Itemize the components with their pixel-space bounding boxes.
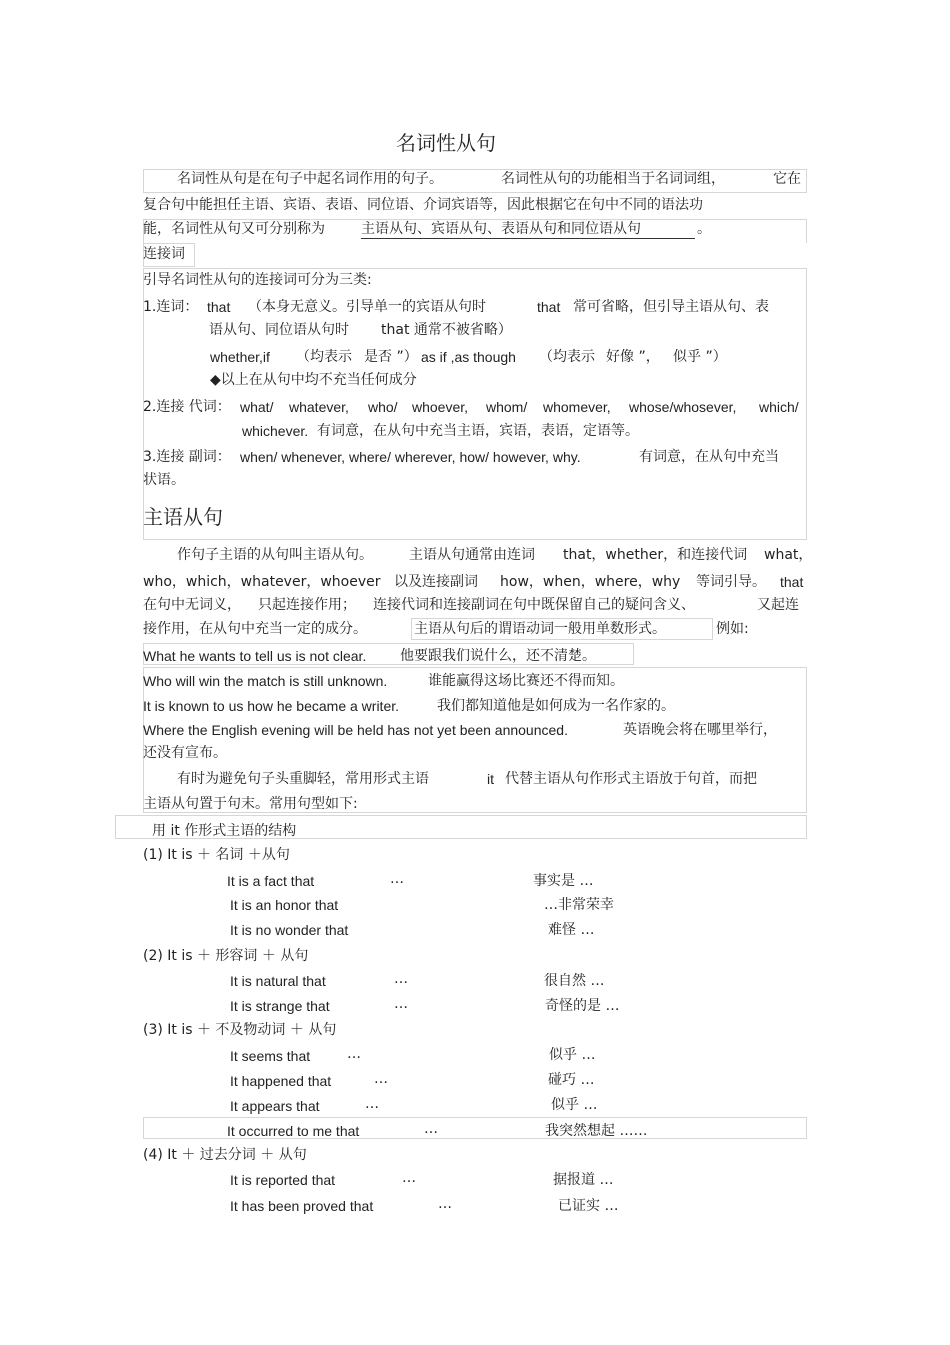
conj-that: that xyxy=(207,299,231,315)
row-zh: 很自然 … xyxy=(544,973,605,989)
p1-l3c: 连接代词和连接副词在句中既保留自己的疑问含义、 xyxy=(373,597,695,613)
row-dots: … xyxy=(347,1046,361,1062)
example-2-en: Who will win the match is still unknown. xyxy=(143,673,388,689)
example-1-en: What he wants to tell us is not clear. xyxy=(143,648,367,664)
row-dots: … xyxy=(438,1196,452,1212)
pron-word: whoever, xyxy=(412,399,469,415)
conj-asif-desc: （均表示 xyxy=(539,349,595,365)
group-2-label: (2) It is ＋ 形容词 ＋ 从句 xyxy=(143,948,309,964)
p1-l4b: 主语从句后的谓语动词一般用单数形式。 xyxy=(414,621,666,637)
p1-l2a: who，which，whatever，whoever xyxy=(143,574,381,590)
row-dots: … xyxy=(365,1096,379,1112)
row-dots: … xyxy=(390,871,404,887)
p2-l1c: 代替主语从句作形式主语放于句首，而把 xyxy=(505,771,757,787)
row-zh: 似乎 … xyxy=(551,1097,598,1113)
row-en: It has been proved that xyxy=(230,1198,374,1214)
p1-l3a: 在句中无词义， xyxy=(143,597,241,613)
row-en: It is reported that xyxy=(230,1172,336,1188)
p1-l2b: 以及连接副词 xyxy=(394,574,478,590)
pron-word: what/ xyxy=(240,399,274,415)
pron-word: whatever, xyxy=(289,399,349,415)
row-dots: … xyxy=(394,996,408,1012)
row-en: It appears that xyxy=(230,1098,320,1114)
pron-word: whomever, xyxy=(543,399,611,415)
example-4-en: Where the English evening will be held has not yet been announced. xyxy=(143,722,568,738)
pron-word: whom/ xyxy=(486,399,528,415)
row-en: It is natural that xyxy=(230,973,326,989)
group-4-label: (4) It ＋ 过去分词 ＋ 从句 xyxy=(143,1147,307,1163)
structures-heading: 用 it 作形式主语的结构 xyxy=(152,823,297,839)
row-zh: 据报道 … xyxy=(553,1172,614,1188)
clause-types: 主语从句、宾语从句、表语从句和同位语从句 xyxy=(361,220,695,239)
pron-label: 2.连接 代词： xyxy=(143,399,231,415)
p2-l2: 主语从句置于句末。常用句型如下: xyxy=(143,796,358,812)
p2-l1b: it xyxy=(487,771,494,787)
p1-l1b: 主语从句通常由连词 xyxy=(409,547,535,563)
pron-word: who/ xyxy=(368,399,398,415)
row-dots: … xyxy=(394,971,408,987)
row-zh: 我突然想起 …… xyxy=(545,1123,648,1139)
conj-whether-desc: （均表示 xyxy=(296,349,352,365)
intro-line-3c: 。 xyxy=(697,221,711,237)
connectives-intro: 引导名词性从句的连接词可分为三类: xyxy=(143,272,372,288)
conj-label: 1.连词： xyxy=(143,299,199,315)
row-en: It seems that xyxy=(230,1048,311,1064)
p1-l4c: 例如: xyxy=(716,621,749,637)
p1-l2d: 等词引导。 xyxy=(696,574,766,590)
conj-asif: as if ,as though xyxy=(421,349,516,365)
pron-word: whose/whosever, xyxy=(629,399,737,415)
row-en: It happened that xyxy=(230,1073,332,1089)
p1-l2e: that xyxy=(780,574,804,590)
p1-l1a: 作句子主语的从句叫主语从句。 xyxy=(177,547,373,563)
row-zh: 事实是 … xyxy=(533,873,594,889)
adv-label: 3.连接 副词： xyxy=(143,449,231,465)
example-3-en: It is known to us how he became a writer. xyxy=(143,698,400,714)
p1-l3d: 又起连 xyxy=(757,597,799,613)
conj-whether: whether,if xyxy=(210,349,270,365)
adv-line-2: 状语。 xyxy=(143,472,185,488)
pron-line-2b: 有词意，在从句中充当主语，宾语，表语，定语等。 xyxy=(317,423,639,439)
group-1-label: (1) It is ＋ 名词 ＋从句 xyxy=(143,847,290,863)
row-en: It is strange that xyxy=(230,998,330,1014)
pron-line-2a: whichever. xyxy=(242,423,309,439)
subject-clause-heading: 主语从句 xyxy=(143,505,223,529)
example-4-zh-2: 还没有宣布。 xyxy=(143,745,227,761)
row-zh: 奇怪的是 … xyxy=(545,998,620,1014)
conj-desc-2: 常可省略，但引导主语从句、表 xyxy=(573,299,769,315)
intro-line-1b: 名词性从句的功能相当于名词词组， xyxy=(501,171,725,187)
example-2-zh: 谁能赢得这场比赛还不得而知。 xyxy=(428,673,624,689)
example-3-zh: 我们都知道他是如何成为一名作家的。 xyxy=(437,698,675,714)
conj-whether-meaning: 是否 ”） xyxy=(364,349,418,365)
p1-l4a: 接作用，在从句中充当一定的成分。 xyxy=(143,621,367,637)
row-en: It occurred to me that xyxy=(227,1123,360,1139)
row-zh: 已证实 … xyxy=(558,1198,619,1214)
row-dots: … xyxy=(374,1071,388,1087)
p1-l3b: 只起连接作用； xyxy=(258,597,356,613)
intro-line-2: 复合句中能担任主语、宾语、表语、同位语、介词宾语等，因此根据它在句中不同的语法功 xyxy=(143,197,703,213)
conj-line-2a: 语从句、同位语从句时 xyxy=(209,322,349,338)
example-4-zh: 英语晚会将在哪里举行， xyxy=(623,722,777,738)
row-zh: …非常荣幸 xyxy=(544,897,614,913)
p1-l2c: how，when，where，why xyxy=(500,574,681,590)
adv-desc: 有词意，在从句中充当 xyxy=(639,449,779,465)
conj-asif-m2: 似乎 ”） xyxy=(673,349,727,365)
row-zh: 似乎 … xyxy=(549,1047,596,1063)
intro-line-1a: 名词性从句是在句子中起名词作用的句子。 xyxy=(177,171,443,187)
row-dots: … xyxy=(402,1170,416,1186)
p1-l1c: that，whether，和连接代词 xyxy=(563,547,748,563)
intro-line-1c: 它在 xyxy=(773,171,801,187)
group-3-label: (3) It is ＋ 不及物动词 ＋ 从句 xyxy=(143,1022,337,1038)
page-title: 名词性从句 xyxy=(396,131,496,155)
example-1-zh: 他要跟我们说什么，还不清楚。 xyxy=(400,648,596,664)
p1-l1d: what， xyxy=(764,547,813,563)
row-en: It is an honor that xyxy=(230,897,339,913)
row-en: It is a fact that xyxy=(227,873,315,889)
conj-line-2b: that 通常不被省略） xyxy=(381,322,512,338)
row-zh: 碰巧 … xyxy=(548,1072,595,1088)
adv-words: when/ whenever, where/ wherever, how/ however, why. xyxy=(240,449,581,465)
row-zh: 难怪 … xyxy=(548,922,595,938)
p2-l1a: 有时为避免句子头重脚轻，常用形式主语 xyxy=(177,771,429,787)
pron-word: which/ xyxy=(759,399,799,415)
connectives-heading: 连接词 xyxy=(143,246,185,262)
conj-desc-1: （本身无意义。引导单一的宾语从句时 xyxy=(248,299,486,315)
conj-that-2: that xyxy=(537,299,561,315)
row-dots: … xyxy=(424,1121,438,1137)
row-en: It is no wonder that xyxy=(230,922,349,938)
conj-asif-m1: 好像 ”， xyxy=(606,349,660,365)
intro-line-3a: 能，名词性从句又可分别称为 xyxy=(143,221,325,237)
conj-note: ◆以上在从句中均不充当任何成分 xyxy=(210,372,417,388)
